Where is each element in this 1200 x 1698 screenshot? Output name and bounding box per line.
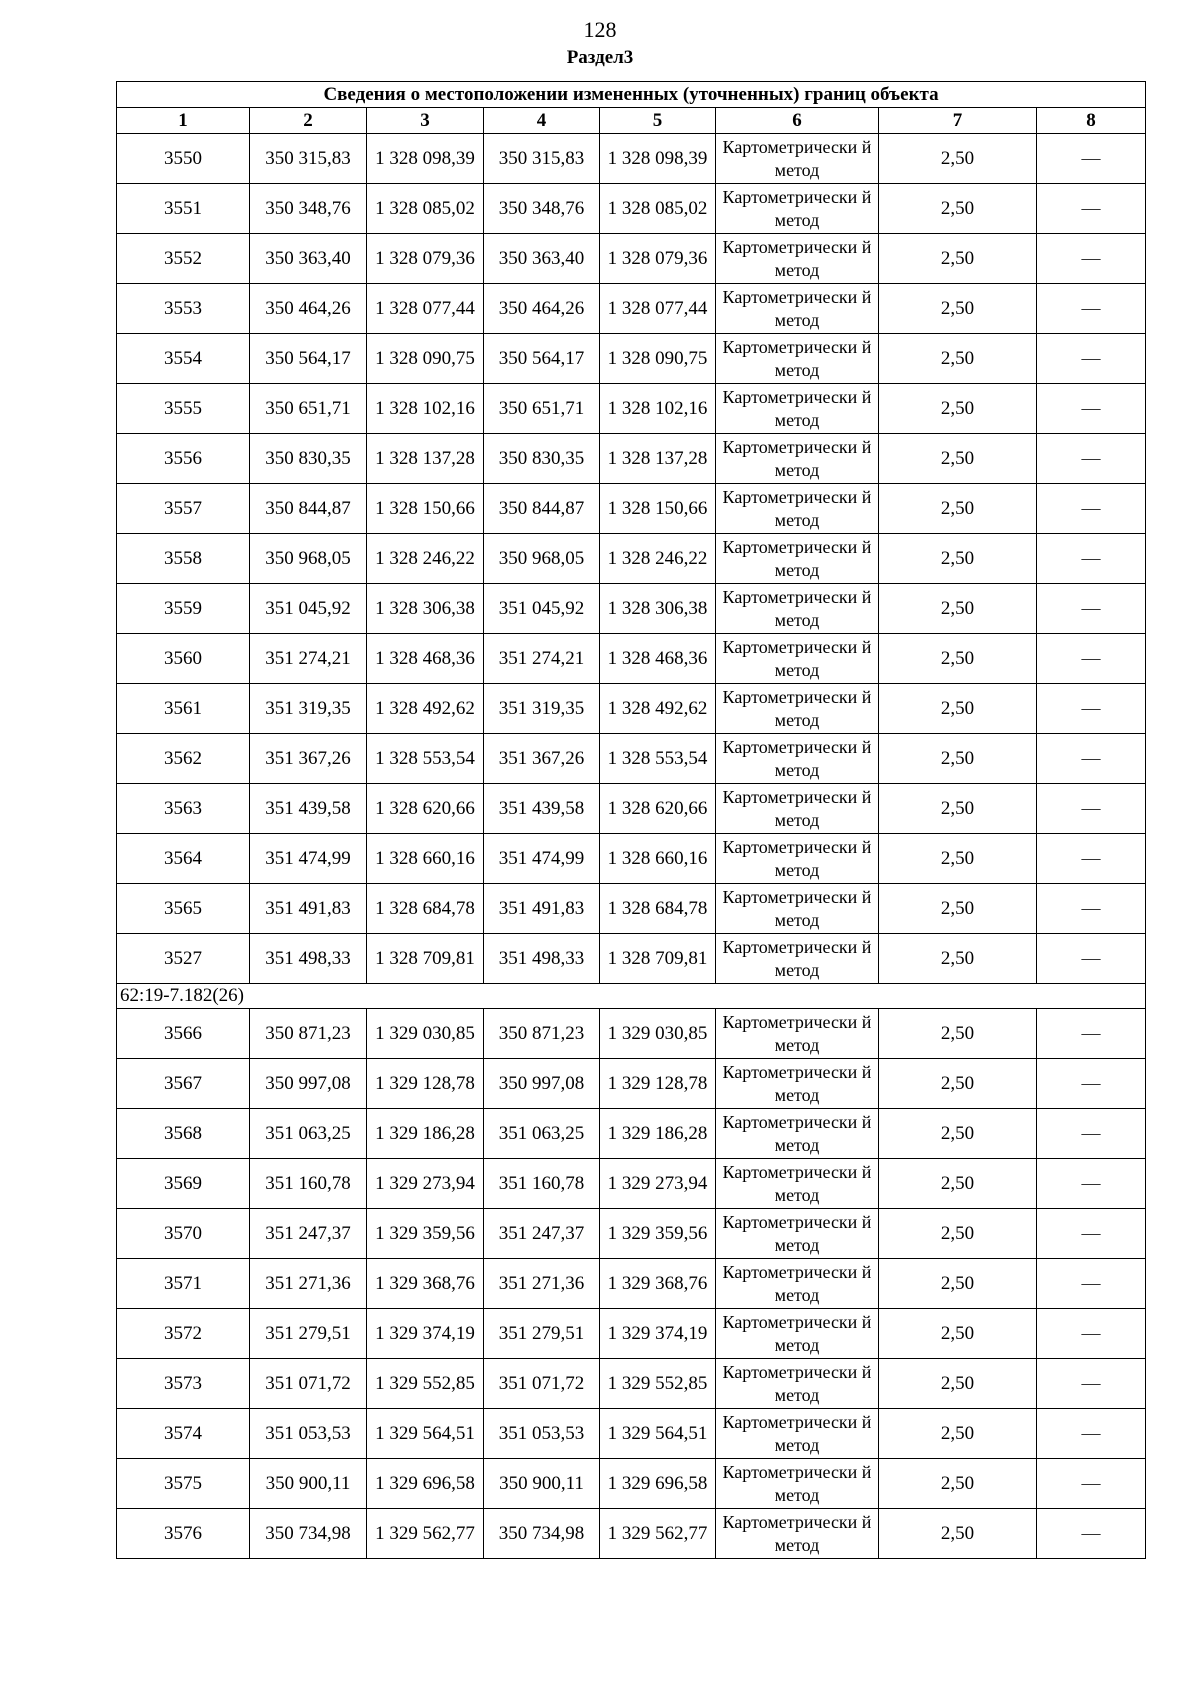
coordinate-cell: 1 329 273,94 [600, 1159, 716, 1209]
method-cell: Картометрически й метод [716, 884, 879, 934]
accuracy-cell: 2,50 [879, 484, 1037, 534]
coordinate-cell: 350 968,05 [250, 534, 367, 584]
point-number-cell: 3553 [117, 284, 250, 334]
dash-cell: — [1037, 1259, 1146, 1309]
coordinate-cell: 1 328 620,66 [367, 784, 484, 834]
accuracy-cell: 2,50 [879, 334, 1037, 384]
coordinate-cell: 350 844,87 [250, 484, 367, 534]
coordinate-cell: 1 329 696,58 [367, 1459, 484, 1509]
accuracy-cell: 2,50 [879, 734, 1037, 784]
accuracy-cell: 2,50 [879, 284, 1037, 334]
method-cell: Картометрически й метод [716, 1209, 879, 1259]
table-caption-row [117, 82, 1146, 108]
table-row [117, 734, 1146, 784]
accuracy-cell: 2,50 [879, 784, 1037, 834]
point-number-cell: 3562 [117, 734, 250, 784]
method-cell: Картометрически й метод [716, 1509, 879, 1559]
coordinate-cell: 1 329 186,28 [600, 1109, 716, 1159]
coordinate-cell: 351 498,33 [484, 934, 600, 984]
coordinate-cell: 1 329 186,28 [367, 1109, 484, 1159]
coordinate-cell: 1 329 562,77 [367, 1509, 484, 1559]
point-number-cell: 3551 [117, 184, 250, 234]
table-row [117, 1309, 1146, 1359]
table-row [117, 434, 1146, 484]
dash-cell: — [1037, 184, 1146, 234]
coordinate-cell: 350 464,26 [484, 284, 600, 334]
method-cell: Картометрически й метод [716, 1159, 879, 1209]
coordinate-cell: 1 328 468,36 [600, 634, 716, 684]
column-header: 7 [879, 108, 1037, 134]
coordinate-cell: 1 329 030,85 [367, 1009, 484, 1059]
coordinate-cell: 351 491,83 [250, 884, 367, 934]
column-header: 3 [367, 108, 484, 134]
dash-cell: — [1037, 434, 1146, 484]
coordinate-cell: 351 045,92 [484, 584, 600, 634]
accuracy-cell: 2,50 [879, 1259, 1037, 1309]
table-row [117, 1409, 1146, 1459]
method-cell: Картометрически й метод [716, 734, 879, 784]
coordinate-cell: 1 328 553,54 [367, 734, 484, 784]
accuracy-cell: 2,50 [879, 1009, 1037, 1059]
point-number-cell: 3558 [117, 534, 250, 584]
accuracy-cell: 2,50 [879, 1109, 1037, 1159]
coordinate-cell: 351 274,21 [484, 634, 600, 684]
point-number-cell: 3564 [117, 834, 250, 884]
coordinate-cell: 1 328 085,02 [600, 184, 716, 234]
coordinate-cell: 1 328 077,44 [600, 284, 716, 334]
point-number-cell: 3574 [117, 1409, 250, 1459]
method-cell: Картометрически й метод [716, 1409, 879, 1459]
table-row [117, 1209, 1146, 1259]
column-header: 5 [600, 108, 716, 134]
coordinate-cell: 1 328 709,81 [600, 934, 716, 984]
coordinate-cell: 1 329 562,77 [600, 1509, 716, 1559]
coordinate-cell: 350 651,71 [484, 384, 600, 434]
coordinate-cell: 1 328 079,36 [600, 234, 716, 284]
point-number-cell: 3561 [117, 684, 250, 734]
point-number-cell: 3570 [117, 1209, 250, 1259]
point-number-cell: 3572 [117, 1309, 250, 1359]
coordinate-cell: 1 328 684,78 [367, 884, 484, 934]
table-row [117, 1459, 1146, 1509]
coordinate-cell: 350 734,98 [250, 1509, 367, 1559]
point-number-cell: 3555 [117, 384, 250, 434]
coordinate-cell: 1 328 306,38 [367, 584, 484, 634]
coordinate-cell: 1 329 552,85 [367, 1359, 484, 1409]
coordinate-cell: 1 329 552,85 [600, 1359, 716, 1409]
coordinate-cell: 351 063,25 [484, 1109, 600, 1159]
page-number: 128 [583, 17, 617, 42]
table-row [117, 334, 1146, 384]
dash-cell: — [1037, 1459, 1146, 1509]
method-cell: Картометрически й метод [716, 834, 879, 884]
column-header: 2 [250, 108, 367, 134]
point-number-cell: 3550 [117, 134, 250, 184]
coordinate-cell: 1 329 564,51 [367, 1409, 484, 1459]
coordinate-cell: 1 329 273,94 [367, 1159, 484, 1209]
table-row [117, 384, 1146, 434]
dash-cell: — [1037, 1109, 1146, 1159]
coordinate-cell: 1 329 128,78 [367, 1059, 484, 1109]
point-number-cell: 3568 [117, 1109, 250, 1159]
point-number-cell: 3575 [117, 1459, 250, 1509]
accuracy-cell: 2,50 [879, 834, 1037, 884]
coordinate-cell: 1 328 090,75 [600, 334, 716, 384]
coordinate-cell: 350 564,17 [250, 334, 367, 384]
point-number-cell: 3565 [117, 884, 250, 934]
dash-cell: — [1037, 384, 1146, 434]
coordinate-cell: 350 564,17 [484, 334, 600, 384]
coordinate-cell: 350 830,35 [484, 434, 600, 484]
dash-cell: — [1037, 734, 1146, 784]
coordinate-cell: 1 329 359,56 [367, 1209, 484, 1259]
dash-cell: — [1037, 884, 1146, 934]
table-header-row [117, 108, 1146, 134]
table-row [117, 1359, 1146, 1409]
table-caption: Сведения о местоположении измененных (уточненных) границ объекта [117, 82, 1146, 108]
dash-cell: — [1037, 1009, 1146, 1059]
accuracy-cell: 2,50 [879, 584, 1037, 634]
coordinate-cell: 350 651,71 [250, 384, 367, 434]
coordinate-cell: 1 329 368,76 [367, 1259, 484, 1309]
accuracy-cell: 2,50 [879, 884, 1037, 934]
coordinate-cell: 1 329 368,76 [600, 1259, 716, 1309]
method-cell: Картометрически й метод [716, 784, 879, 834]
method-cell: Картометрически й метод [716, 434, 879, 484]
coordinate-cell: 351 319,35 [484, 684, 600, 734]
coordinate-cell: 1 328 660,16 [600, 834, 716, 884]
coordinate-cell: 1 329 374,19 [367, 1309, 484, 1359]
coordinate-cell: 351 367,26 [250, 734, 367, 784]
dash-cell: — [1037, 134, 1146, 184]
column-header: 8 [1037, 108, 1146, 134]
coordinate-cell: 351 491,83 [484, 884, 600, 934]
accuracy-cell: 2,50 [879, 1159, 1037, 1209]
coordinate-cell: 1 328 079,36 [367, 234, 484, 284]
accuracy-cell: 2,50 [879, 134, 1037, 184]
method-cell: Картометрически й метод [716, 184, 879, 234]
column-header: 6 [716, 108, 879, 134]
accuracy-cell: 2,50 [879, 534, 1037, 584]
coordinate-cell: 350 315,83 [250, 134, 367, 184]
dash-cell: — [1037, 784, 1146, 834]
table-row [117, 234, 1146, 284]
coordinate-cell: 1 328 492,62 [600, 684, 716, 734]
point-number-cell: 3571 [117, 1259, 250, 1309]
column-header: 1 [117, 108, 250, 134]
method-cell: Картометрически й метод [716, 1059, 879, 1109]
coordinate-cell: 350 844,87 [484, 484, 600, 534]
coordinate-cell: 350 348,76 [250, 184, 367, 234]
method-cell: Картометрически й метод [716, 1359, 879, 1409]
section-title: Раздел3 [566, 47, 634, 68]
dash-cell: — [1037, 234, 1146, 284]
table-row [117, 1259, 1146, 1309]
point-number-cell: 3552 [117, 234, 250, 284]
dash-cell: — [1037, 634, 1146, 684]
coordinate-cell: 351 160,78 [250, 1159, 367, 1209]
dash-cell: — [1037, 484, 1146, 534]
coordinate-cell: 1 329 564,51 [600, 1409, 716, 1459]
point-number-cell: 3567 [117, 1059, 250, 1109]
coordinate-cell: 1 329 374,19 [600, 1309, 716, 1359]
coordinate-cell: 1 328 306,38 [600, 584, 716, 634]
dash-cell: — [1037, 1309, 1146, 1359]
table-body [117, 82, 1146, 1559]
coordinate-cell: 1 328 684,78 [600, 884, 716, 934]
accuracy-cell: 2,50 [879, 1059, 1037, 1109]
accuracy-cell: 2,50 [879, 1309, 1037, 1359]
method-cell: Картометрически й метод [716, 1309, 879, 1359]
point-number-cell: 3554 [117, 334, 250, 384]
accuracy-cell: 2,50 [879, 1359, 1037, 1409]
coordinate-cell: 1 328 077,44 [367, 284, 484, 334]
dash-cell: — [1037, 284, 1146, 334]
dash-cell: — [1037, 1359, 1146, 1409]
coordinate-cell: 1 328 137,28 [600, 434, 716, 484]
group-label: 62:19-7.182(26) [117, 984, 1146, 1009]
coordinate-cell: 351 247,37 [484, 1209, 600, 1259]
table-row [117, 584, 1146, 634]
coordinate-cell: 351 271,36 [250, 1259, 367, 1309]
table-row [117, 684, 1146, 734]
accuracy-cell: 2,50 [879, 634, 1037, 684]
coordinate-cell: 351 053,53 [484, 1409, 600, 1459]
point-number-cell: 3566 [117, 1009, 250, 1059]
point-number-cell: 3560 [117, 634, 250, 684]
dash-cell: — [1037, 334, 1146, 384]
coordinate-cell: 1 328 620,66 [600, 784, 716, 834]
method-cell: Картометрически й метод [716, 1109, 879, 1159]
dash-cell: — [1037, 934, 1146, 984]
coordinate-cell: 1 329 128,78 [600, 1059, 716, 1109]
dash-cell: — [1037, 1159, 1146, 1209]
method-cell: Картометрически й метод [716, 334, 879, 384]
coordinate-cell: 1 328 246,22 [367, 534, 484, 584]
method-cell: Картометрически й метод [716, 1459, 879, 1509]
accuracy-cell: 2,50 [879, 384, 1037, 434]
coordinate-cell: 351 439,58 [250, 784, 367, 834]
accuracy-cell: 2,50 [879, 434, 1037, 484]
accuracy-cell: 2,50 [879, 234, 1037, 284]
point-number-cell: 3527 [117, 934, 250, 984]
dash-cell: — [1037, 684, 1146, 734]
coordinate-cell: 1 328 102,16 [600, 384, 716, 434]
method-cell: Картометрически й метод [716, 1259, 879, 1309]
table-row [117, 1109, 1146, 1159]
accuracy-cell: 2,50 [879, 1509, 1037, 1559]
coordinate-cell: 350 968,05 [484, 534, 600, 584]
coordinate-cell: 350 871,23 [250, 1009, 367, 1059]
coordinate-cell: 350 734,98 [484, 1509, 600, 1559]
table-row [117, 884, 1146, 934]
column-header: 4 [484, 108, 600, 134]
coordinate-cell: 350 363,40 [484, 234, 600, 284]
coordinate-cell: 1 328 468,36 [367, 634, 484, 684]
accuracy-cell: 2,50 [879, 684, 1037, 734]
coordinate-cell: 351 319,35 [250, 684, 367, 734]
table-row [117, 834, 1146, 884]
dash-cell: — [1037, 834, 1146, 884]
coordinate-cell: 350 997,08 [250, 1059, 367, 1109]
coordinate-cell: 351 247,37 [250, 1209, 367, 1259]
accuracy-cell: 2,50 [879, 1459, 1037, 1509]
table-row [117, 184, 1146, 234]
coordinate-cell: 1 328 553,54 [600, 734, 716, 784]
coordinate-cell: 1 329 696,58 [600, 1459, 716, 1509]
coordinate-cell: 351 474,99 [484, 834, 600, 884]
table-row [117, 1509, 1146, 1559]
coordinate-cell: 350 997,08 [484, 1059, 600, 1109]
accuracy-cell: 2,50 [879, 934, 1037, 984]
point-number-cell: 3576 [117, 1509, 250, 1559]
table-row [117, 1009, 1146, 1059]
method-cell: Картометрически й метод [716, 634, 879, 684]
method-cell: Картометрически й метод [716, 234, 879, 284]
coordinate-cell: 1 329 030,85 [600, 1009, 716, 1059]
coordinate-cell: 350 900,11 [484, 1459, 600, 1509]
table-row [117, 634, 1146, 684]
coordinate-cell: 351 063,25 [250, 1109, 367, 1159]
coordinate-cell: 1 328 085,02 [367, 184, 484, 234]
table-row [117, 534, 1146, 584]
coordinate-cell: 1 328 246,22 [600, 534, 716, 584]
method-cell: Картометрически й метод [716, 934, 879, 984]
point-number-cell: 3563 [117, 784, 250, 834]
table-row [117, 284, 1146, 334]
accuracy-cell: 2,50 [879, 184, 1037, 234]
coordinate-cell: 1 328 098,39 [600, 134, 716, 184]
table-row [117, 784, 1146, 834]
table-row [117, 934, 1146, 984]
coordinate-cell: 351 279,51 [484, 1309, 600, 1359]
coordinate-cell: 1 328 090,75 [367, 334, 484, 384]
coordinate-cell: 351 071,72 [250, 1359, 367, 1409]
point-number-cell: 3556 [117, 434, 250, 484]
coordinate-cell: 351 498,33 [250, 934, 367, 984]
method-cell: Картометрически й метод [716, 134, 879, 184]
coordinate-cell: 350 348,76 [484, 184, 600, 234]
coordinate-cell: 1 328 492,62 [367, 684, 484, 734]
dash-cell: — [1037, 1059, 1146, 1109]
coordinate-cell: 351 071,72 [484, 1359, 600, 1409]
accuracy-cell: 2,50 [879, 1409, 1037, 1459]
method-cell: Картометрически й метод [716, 684, 879, 734]
method-cell: Картометрически й метод [716, 484, 879, 534]
dash-cell: — [1037, 1209, 1146, 1259]
accuracy-cell: 2,50 [879, 1209, 1037, 1259]
table-row [117, 1059, 1146, 1109]
coordinate-cell: 351 271,36 [484, 1259, 600, 1309]
coordinate-cell: 1 328 150,66 [600, 484, 716, 534]
coordinate-cell: 350 315,83 [484, 134, 600, 184]
method-cell: Картометрически й метод [716, 384, 879, 434]
coordinate-cell: 350 830,35 [250, 434, 367, 484]
dash-cell: — [1037, 1509, 1146, 1559]
coordinate-cell: 1 328 709,81 [367, 934, 484, 984]
coordinate-cell: 351 474,99 [250, 834, 367, 884]
point-number-cell: 3573 [117, 1359, 250, 1409]
coordinate-cell: 1 328 098,39 [367, 134, 484, 184]
coordinate-cell: 350 871,23 [484, 1009, 600, 1059]
coordinate-cell: 1 328 150,66 [367, 484, 484, 534]
table-row [117, 134, 1146, 184]
table-row [117, 484, 1146, 534]
coordinate-cell: 350 464,26 [250, 284, 367, 334]
method-cell: Картометрически й метод [716, 284, 879, 334]
coordinate-cell: 350 900,11 [250, 1459, 367, 1509]
method-cell: Картометрически й метод [716, 584, 879, 634]
coordinate-cell: 351 160,78 [484, 1159, 600, 1209]
point-number-cell: 3557 [117, 484, 250, 534]
coordinate-cell: 1 329 359,56 [600, 1209, 716, 1259]
method-cell: Картометрически й метод [716, 534, 879, 584]
coordinate-cell: 351 053,53 [250, 1409, 367, 1459]
coordinate-cell: 351 367,26 [484, 734, 600, 784]
coordinate-cell: 1 328 660,16 [367, 834, 484, 884]
coordinate-cell: 351 439,58 [484, 784, 600, 834]
coordinate-cell: 350 363,40 [250, 234, 367, 284]
dash-cell: — [1037, 584, 1146, 634]
coordinate-cell: 1 328 102,16 [367, 384, 484, 434]
point-number-cell: 3569 [117, 1159, 250, 1209]
group-row [117, 984, 1146, 1009]
dash-cell: — [1037, 534, 1146, 584]
dash-cell: — [1037, 1409, 1146, 1459]
coordinate-cell: 351 274,21 [250, 634, 367, 684]
coordinates-table [116, 81, 1146, 1559]
point-number-cell: 3559 [117, 584, 250, 634]
coordinate-cell: 351 045,92 [250, 584, 367, 634]
coordinate-cell: 351 279,51 [250, 1309, 367, 1359]
method-cell: Картометрически й метод [716, 1009, 879, 1059]
table-row [117, 1159, 1146, 1209]
coordinate-cell: 1 328 137,28 [367, 434, 484, 484]
